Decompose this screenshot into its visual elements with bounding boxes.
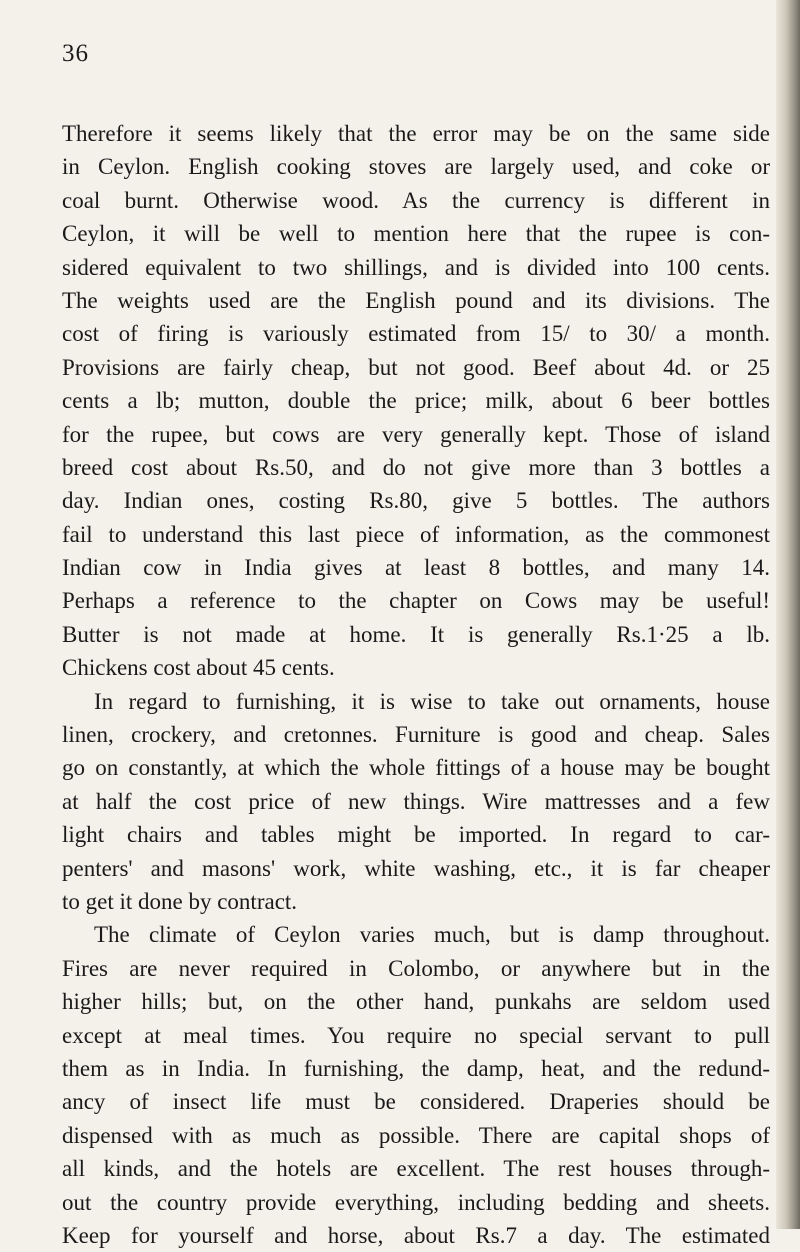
text-line: In regard to furnishing, it is wise to take out ornaments, house <box>94 688 770 714</box>
text-line: Indian cow in India gives at least 8 bottles, and many 14. <box>62 555 770 581</box>
text-line: go on constantly, at which the whole fittings of a house may be bought <box>62 755 770 781</box>
text-line: dispensed with as much as possible. There are capital shops of <box>62 1122 770 1148</box>
text-line: to get it done by contract. <box>62 888 298 914</box>
text-line: coal burnt. Otherwise wood. As the currency is different in <box>62 187 770 213</box>
paragraph-3 <box>62 918 770 1252</box>
text-line: higher hills; but, on the other hand, punkahs are seldom used <box>62 989 770 1015</box>
text-line: penters' and masons' work, white washing, etc., it is far cheaper <box>62 855 770 881</box>
text-line: The weights used are the English pound and its divisions. The <box>62 287 770 313</box>
text-line: The climate of Ceylon varies much, but is damp throughout. <box>94 922 770 948</box>
text-line: for the rupee, but cows are very generally kept. Those of island <box>62 421 770 447</box>
text-line: in Ceylon. English cooking stoves are largely used, and coke or <box>62 154 770 180</box>
text-line: Chickens cost about 45 cents. <box>62 655 335 681</box>
text-line: Perhaps a reference to the chapter on Cows may be useful! <box>62 588 770 614</box>
text-line: Keep for yourself and horse, about Rs.7 a day. The estimated <box>62 1222 770 1248</box>
text-line: Ceylon, it will be well to mention here that the rupee is con- <box>62 221 770 247</box>
page-number: 36 <box>62 40 89 67</box>
text-line: Fires are never required in Colombo, or anywhere but in the <box>62 955 770 981</box>
page-edge-shadow <box>776 0 800 1229</box>
text-line: fail to understand this last piece of information, as the commonest <box>62 521 770 547</box>
paragraph-1 <box>62 117 770 685</box>
text-line: ancy of insect life must be considered. Draperies should be <box>62 1089 770 1115</box>
text-line: Butter is not made at home. It is generally Rs.1·25 a lb. <box>62 621 770 647</box>
text-line: breed cost about Rs.50, and do not give more than 3 bottles a <box>62 454 770 480</box>
text-line: except at meal times. You require no special servant to pull <box>62 1022 770 1048</box>
body-text <box>62 117 770 1252</box>
paragraph-2 <box>62 685 770 919</box>
text-line: cost of firing is variously estimated from 15/ to 30/ a month. <box>62 321 770 347</box>
text-line: cents a lb; mutton, double the price; milk, about 6 beer bottles <box>62 388 770 414</box>
text-line: light chairs and tables might be imported. In regard to car- <box>62 822 770 848</box>
text-line: all kinds, and the hotels are excellent. The rest houses through- <box>62 1156 770 1182</box>
text-line: day. Indian ones, costing Rs.80, give 5 bottles. The authors <box>62 488 770 514</box>
text-line: linen, crockery, and cretonnes. Furniture is good and cheap. Sales <box>62 722 770 748</box>
text-line: at half the cost price of new things. Wire mattresses and a few <box>62 788 770 814</box>
text-line: sidered equivalent to two shillings, and is divided into 100 cents. <box>62 254 770 280</box>
text-line: Provisions are fairly cheap, but not good. Beef about 4d. or 25 <box>62 354 770 380</box>
text-line: Therefore it seems likely that the error may be on the same side <box>62 121 770 146</box>
text-line: out the country provide everything, including bedding and sheets. <box>62 1189 770 1215</box>
text-line: them as in India. In furnishing, the damp, heat, and the redund- <box>62 1055 770 1081</box>
